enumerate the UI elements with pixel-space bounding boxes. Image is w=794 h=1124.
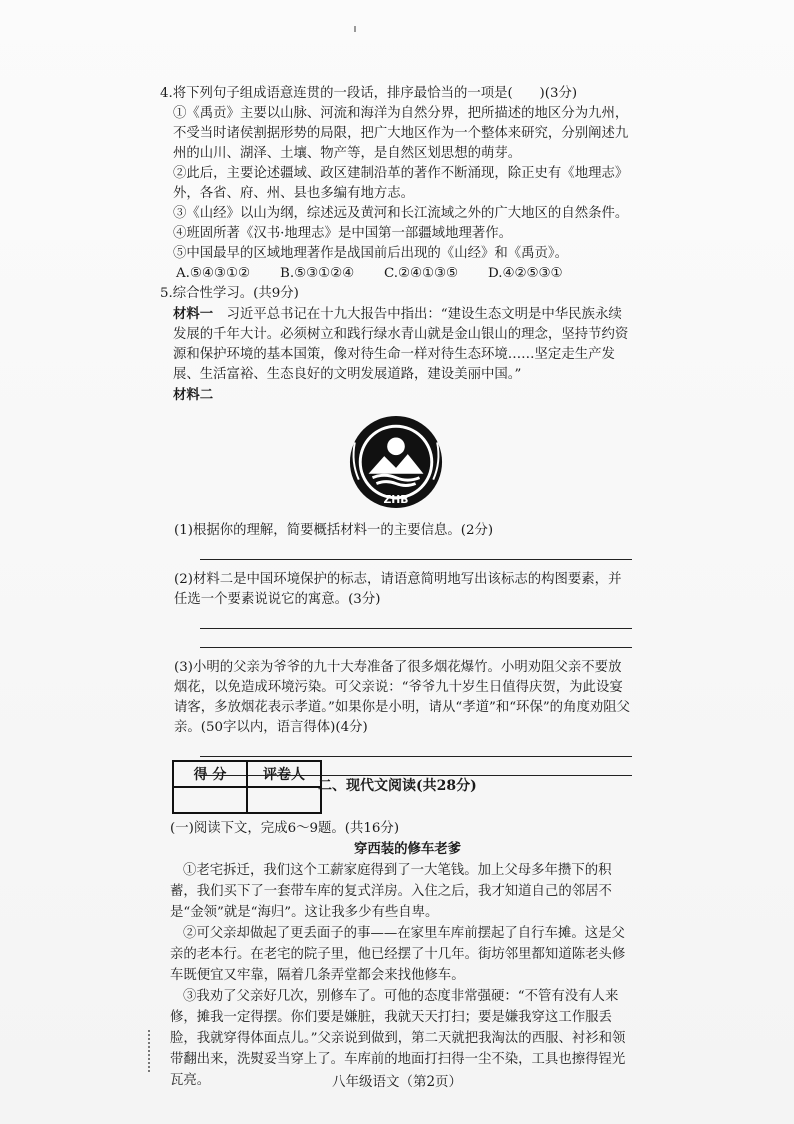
q5-stem: 5.综合性学习。(共9分) [160,286,299,301]
score-table [172,760,322,814]
answer-line[interactable] [200,628,632,629]
q4-option-b[interactable]: B.⑤③①②④ [280,266,355,281]
answer-lines-1[interactable] [160,559,632,560]
answer-line[interactable] [200,559,632,560]
grader-cell[interactable] [247,787,321,813]
score-label: 得 分 [173,761,247,787]
page-footer: 八年级语文（第2页） [331,1074,463,1090]
score-box [172,760,322,814]
logo-text: ZHB [383,493,409,507]
q5-sub-2: (2)材料二是中国环境保护的标志，请语意简明地写出该标志的构图要素，并任选一个要素说说它的寓意。(3分) [174,572,622,607]
section-2-title: 二、现代文阅读(共28分) [318,778,477,794]
answer-lines-2[interactable] [160,628,632,648]
q4-option-c[interactable]: C.②④①③⑤ [384,266,459,281]
zhb-logo [160,413,632,511]
q5-sub-3: (3)小明的父亲为爷爷的九十大寿准备了很多烟花爆竹。小明劝阻父亲不要放烟花，以免造成环境污染。可父亲说：“爷爷九十岁生日值得庆贺，为此设宴请客，多放烟花表示孝道。”如果你是小明，请从“孝道”和“环保”的角度劝阻父亲。(50字以内，语言得体)(4分) [174,660,631,735]
reading-paragraph-2: ②可父亲却做起了更丢面子的事——在家里车库前摆起了自行车摊。这是父亲的老本行。在老宅的院子里，他已经摆了十几年。街坊邻里都知道陈老头修车既便宜又牢靠，隔着几条弄堂都会来找他修车。 [170,926,626,983]
binding-line [148,1030,156,1072]
q4-stem: 4.将下列句子组成语意连贯的一段话，排序最恰当的一项是( )(3分) [160,86,578,101]
reading-paragraph-1: ①老宅拆迁，我们这个工薪家庭得到了一大笔钱。加上父母多年攒下的积蓄，我们买下了一套带车库的复式洋房。入住之后，我才知道自己的邻居不是“金领”就是“海归”。这让我多少有些自卑。 [170,863,612,920]
reading-title: 穿西装的修车老爹 [353,841,462,857]
q4-sentence-1: ①《禹贡》主要以山脉、河流和海洋为自然分界，把所描述的地区分为九州，不受当时诸侯割据形势的局限，把广大地区作为一个整体来研究，分别阐述九州的山川、湖泽、土壤、物产等，是自然区划思想的萌芽。 [173,106,629,161]
answer-line[interactable] [200,647,632,648]
q5-sub-1: (1)根据你的理解，简要概括材料一的主要信息。(2分) [174,523,494,538]
grader-label: 评卷人 [247,761,321,787]
q4-sentence-2: ②此后，主要论述疆域、政区建制沿革的著作不断涌现，除正史有《地理志》外，各省、府、州、县也多编有地方志。 [173,166,629,201]
answer-line[interactable] [200,756,632,757]
material-1 [160,304,632,385]
reading-intro: (一)阅读下文，完成6～9题。(共16分) [170,821,400,836]
score-cell[interactable] [173,787,247,813]
questions-block [160,84,632,776]
material-2-label: 材料二 [173,387,214,403]
material-1-label: 材料一 [173,306,214,322]
material-1-text: 习近平总书记在十九大报告中指出：“建设生态文明是中华民族永续发展的千年大计。必须树立和践行绿水青山就是金山银山的理念，坚持节约资源和保护环境的基本国策，像对待生命一样对待生态环境……坚定走生产发展、生活富裕、生态良好的文明发展道路，建设美丽中国。” [173,307,629,382]
q4-sentence-4: ④班固所著《汉书·地理志》是中国第一部疆域地理著作。 [173,226,513,241]
q4-options [160,264,632,284]
reading-passage [170,818,632,1091]
q4-sentence-5: ⑤中国最早的区域地理著作是战国前后出现的《山经》和《禹贡》。 [173,246,569,261]
environmental-protection-logo-icon [346,413,446,511]
q4-option-a[interactable]: A.⑤④③①② [176,266,250,281]
scan-mark [354,26,356,32]
q4-option-d[interactable]: D.④②⑤③① [488,266,563,281]
reading-paragraph-3: ③我劝了父亲好几次，别修车了。可他的态度非常强硬：“不管有没有人来修，摊我一定得摆。你们要是嫌脏，我就天天打扫；要是嫌我穿这工作服丢脸，我就穿得体面点儿。”父亲说到做到，第二天就把我淘汰的西服、衬衫和领带翻出来，洗熨妥当穿上了。车库前的地面打扫得一尘不染，工具也擦得锃光瓦亮。 [170,989,626,1088]
q4-sentence-3: ③《山经》以山为纲，综述远及黄河和长江流域之外的广大地区的自然条件。 [173,206,629,221]
